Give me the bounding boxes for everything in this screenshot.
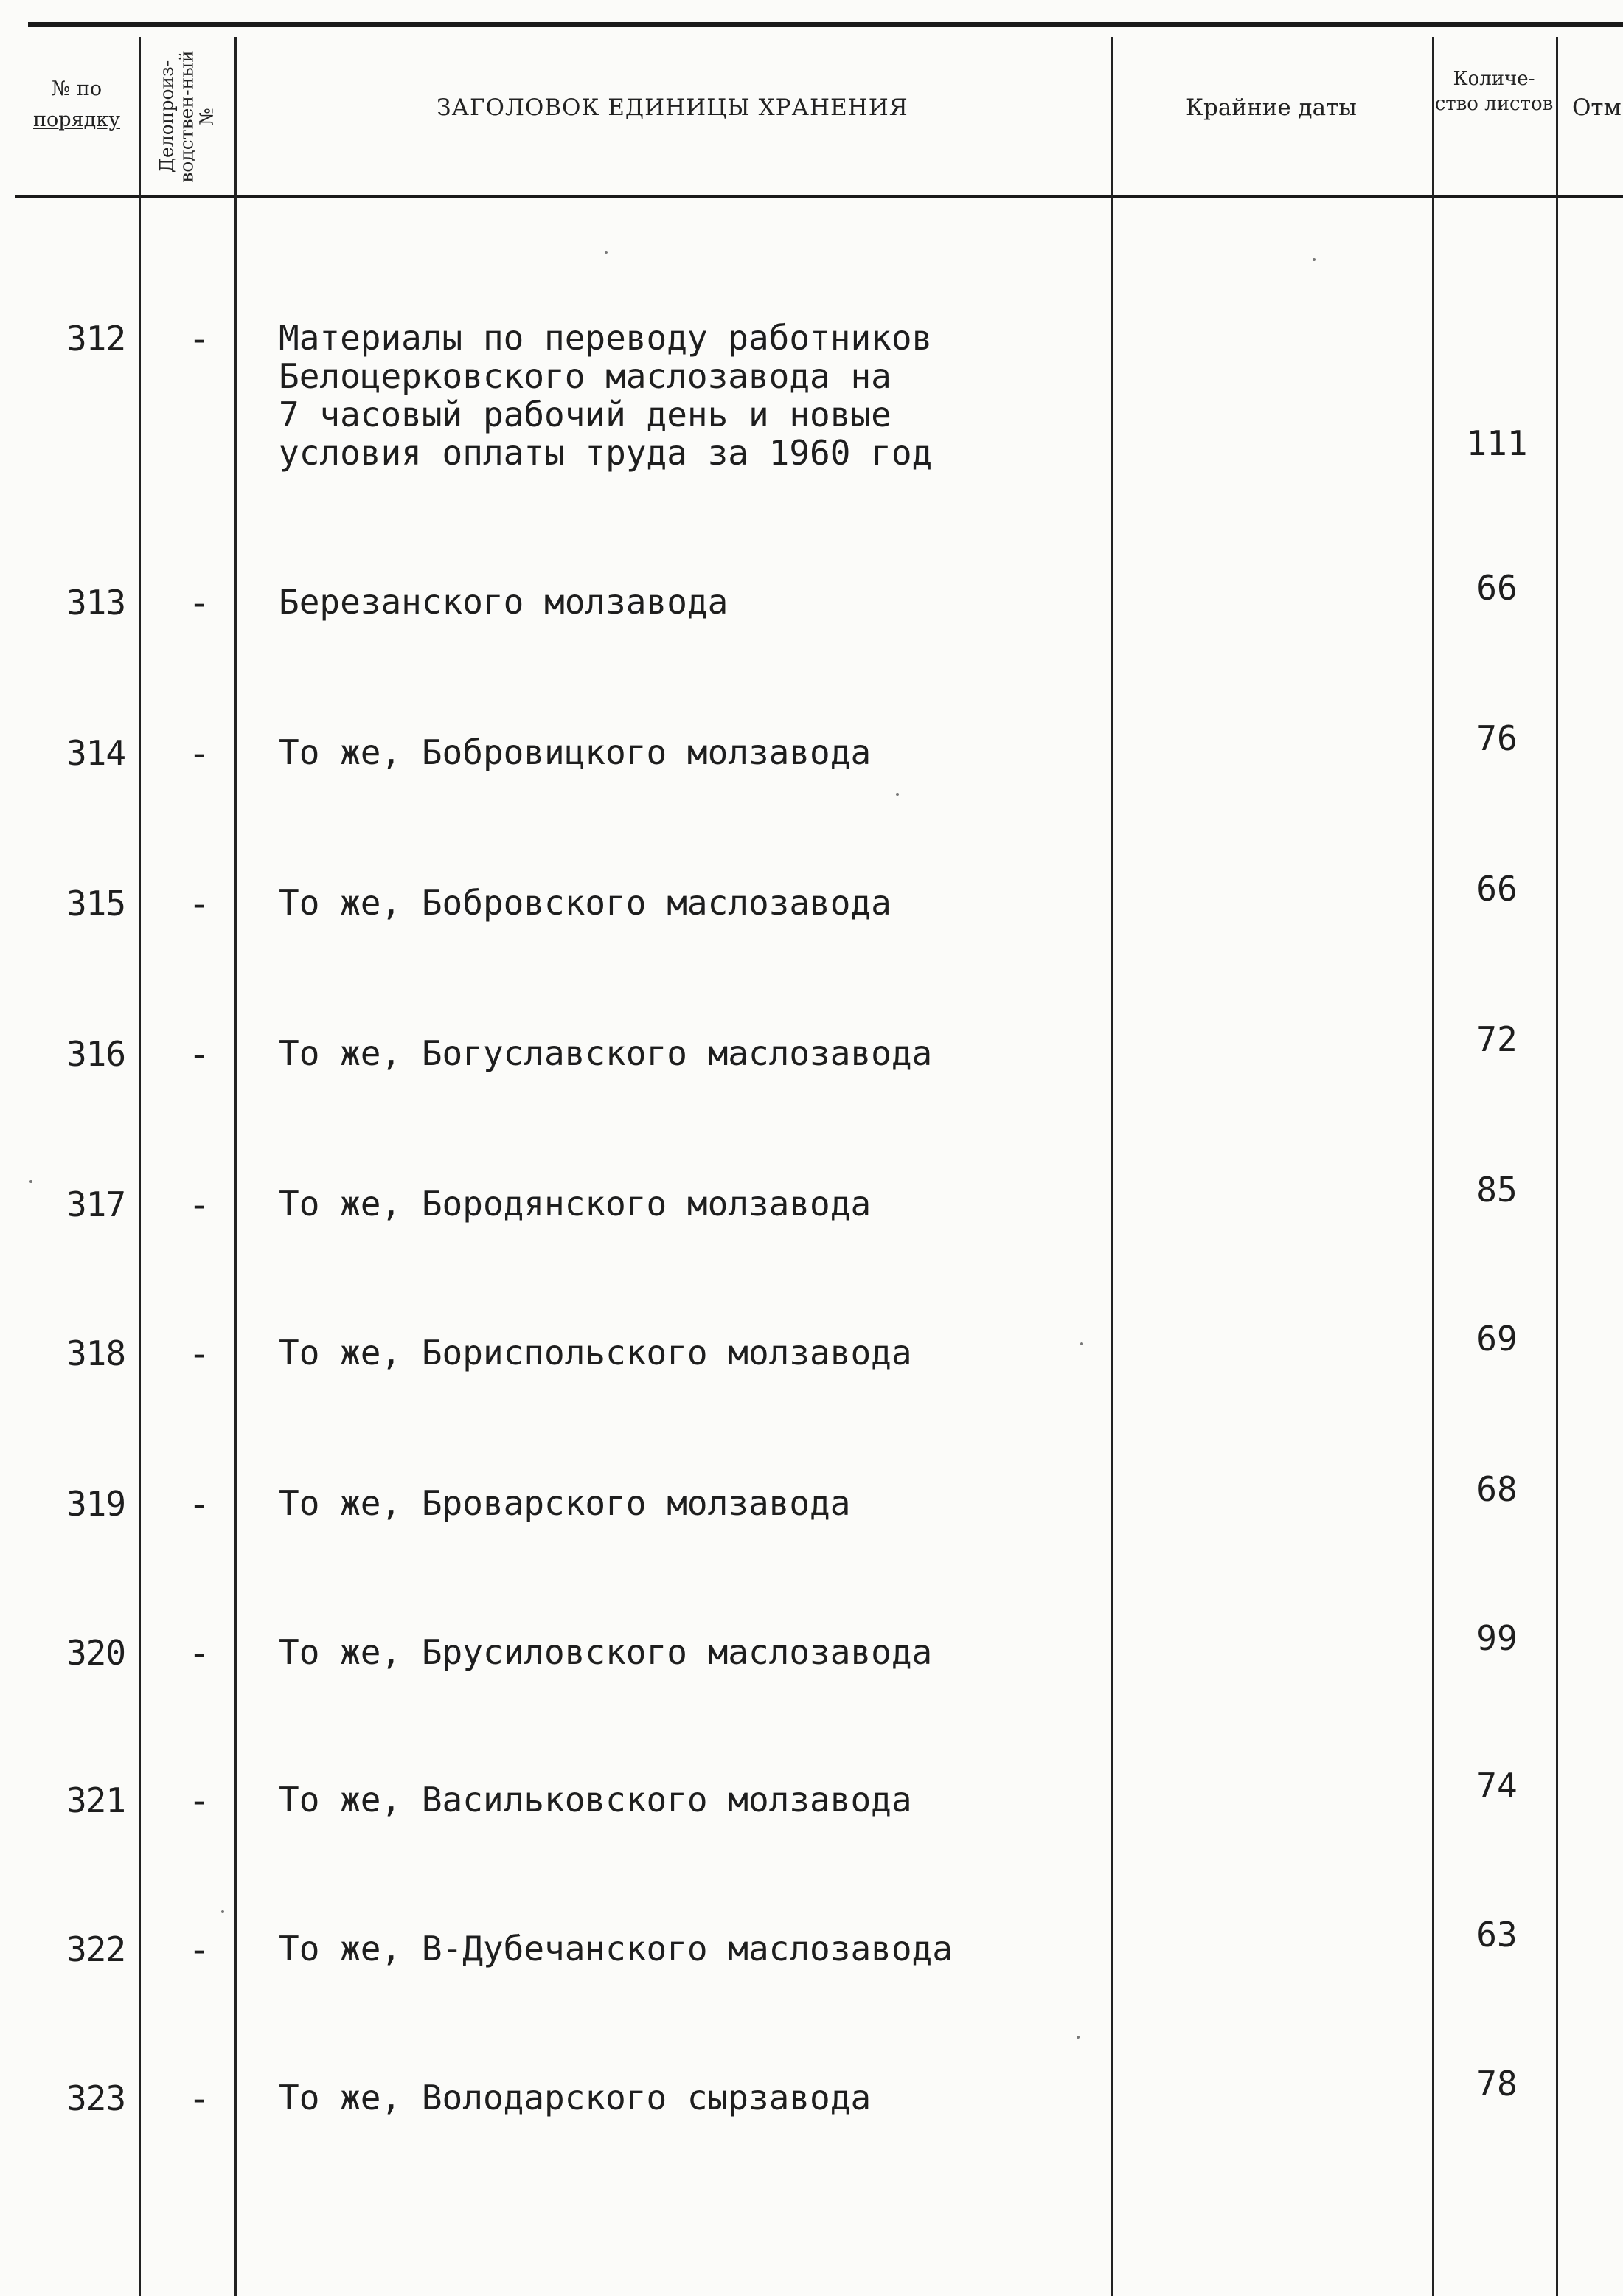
row-title: То же, Брусиловского маслозавода [279,1632,933,1672]
table-row [0,1019,1623,1145]
header-notes-column: Отм [1572,94,1622,121]
row-sheet-count: 85 [1476,1170,1518,1210]
row-number: 315 [66,884,126,923]
table-row [0,1170,1623,1295]
row-sheet-count: 69 [1476,1319,1518,1359]
row-sheet-count: 78 [1476,2064,1518,2103]
header-count-column: Количе-ство листов [1434,68,1554,115]
header-number-line2: порядку [33,108,120,131]
table-row [0,718,1623,844]
scan-speck [896,793,899,796]
scan-speck [1313,258,1316,261]
row-sheet-count: 63 [1476,1915,1518,1955]
row-office-number: - [188,1333,210,1375]
row-title: То же, Бобровского маслозавода [279,883,892,923]
scan-speck [29,1180,32,1183]
header-number-column [15,74,139,136]
header-office-number: Делопроиз-водствен-ный № [156,49,218,183]
row-sheet-count: 111 [1466,423,1528,463]
row-sheet-count: 74 [1476,1766,1518,1806]
table-row [0,1319,1623,1444]
scan-speck [1077,2036,1080,2039]
table-row [0,1618,1623,1744]
row-office-number: - [188,1484,210,1525]
row-office-number: - [188,1780,210,1822]
header-bottom-rule [15,195,1623,198]
row-number: 313 [66,583,126,622]
top-rule [28,22,1623,27]
row-office-number: - [188,1185,210,1226]
row-title: Материалы по переводу работников Белоцерковского маслозавода на 7 часовый рабочий день и новые условия оплаты труда за 1960 год [279,318,933,473]
row-office-number: - [188,2078,210,2120]
row-office-number: - [188,884,210,925]
row-number: 312 [66,319,126,358]
row-title: То же, Бородянского молзавода [279,1184,872,1224]
scan-speck [605,251,608,254]
row-title: То же, Бобровицкого молзавода [279,732,872,772]
row-sheet-count: 68 [1476,1469,1518,1509]
row-office-number: - [188,733,210,774]
table-row [0,1766,1623,1891]
row-office-number: - [188,1034,210,1075]
row-title: То же, В-Дубечанского маслозавода [279,1929,953,1969]
row-sheet-count: 72 [1476,1019,1518,1059]
row-office-number: - [188,583,210,624]
table-row [0,2064,1623,2189]
row-number: 323 [66,2078,126,2118]
row-title: Березанского молзавода [279,582,729,622]
row-sheet-count: 66 [1476,568,1518,608]
header-number-line1: № по [51,77,102,100]
header-dates-column: Крайние даты [1186,94,1357,121]
row-title: То же, Васильковского молзавода [279,1780,912,1820]
row-number: 319 [66,1484,126,1524]
row-number: 318 [66,1333,126,1373]
table-row [0,1469,1623,1595]
header-office-number-column [139,37,234,195]
row-office-number: - [188,319,210,360]
row-sheet-count: 99 [1476,1618,1518,1658]
row-number: 322 [66,1929,126,1969]
row-number: 321 [66,1780,126,1820]
row-number: 314 [66,733,126,773]
row-office-number: - [188,1929,210,1971]
row-number: 320 [66,1633,126,1673]
row-number: 316 [66,1034,126,1074]
row-office-number: - [188,1633,210,1674]
row-sheet-count: 66 [1476,869,1518,909]
row-number: 317 [66,1185,126,1224]
row-title: То же, Володарского сырзавода [279,2078,872,2118]
scan-speck [1080,1342,1083,1345]
table-row [0,1915,1623,2040]
table-row [0,869,1623,994]
scan-speck [221,1910,224,1913]
table-row [0,568,1623,693]
row-title: То же, Бориспольского молзавода [279,1333,912,1373]
row-title: То же, Богуславского маслозавода [279,1033,933,1073]
header-title-column: ЗАГОЛОВОК ЕДИНИЦЫ ХРАНЕНИЯ [437,94,908,121]
row-title: То же, Броварского молзавода [279,1483,851,1523]
row-sheet-count: 76 [1476,718,1518,758]
table-row [0,318,1623,473]
